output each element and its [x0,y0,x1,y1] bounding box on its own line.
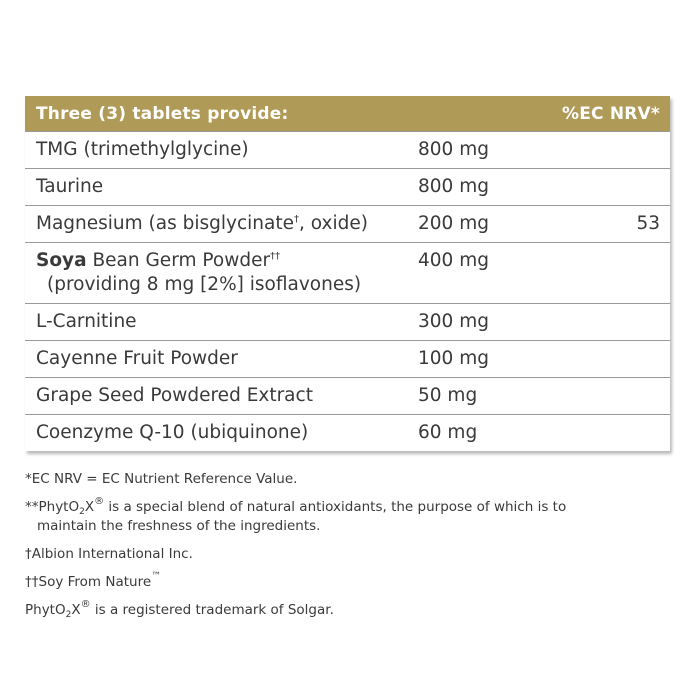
ingredient-amount: 300 mg [418,311,489,332]
ingredient-amount: 800 mg [418,176,489,197]
double-dagger-mark: †† [270,251,281,262]
footnote-albion: †Albion International Inc. [25,546,193,562]
ingredient-name: Magnesium (as bisglycinate†, oxide) [36,213,368,234]
ingredient-amount: 200 mg [418,213,489,234]
ingredient-name: Taurine [36,176,104,197]
table-row [25,242,670,303]
header-title: Three (3) tablets provide: [36,103,289,124]
ingredient-name: Grape Seed Powdered Extract [36,385,313,406]
footnote-nrv: *EC NRV = EC Nutrient Reference Value. [25,471,298,487]
footnotes [25,470,665,629]
ingredient-name: Soya Bean Germ Powder†† (providing 8 mg [2%] isoflavones) [36,250,362,295]
ingredient-detail: (providing 8 mg [2%] isoflavones) [47,274,362,295]
ingredient-nrv: 53 [636,213,660,234]
ingredient-name: Coenzyme Q-10 (ubiquinone) [36,422,309,443]
table-row [25,340,670,377]
ingredient-name: Cayenne Fruit Powder [36,348,238,369]
table-row [25,303,670,340]
ingredient-amount: 100 mg [418,348,489,369]
table-header [25,96,670,131]
footnote-soy: ††Soy From Nature™ [25,571,162,590]
table-row [25,377,670,414]
ingredient-amount: 50 mg [418,385,478,406]
ingredient-amount: 60 mg [418,422,478,443]
ingredient-name: L-Carnitine [36,311,137,332]
table-row [25,414,670,451]
ingredient-name: TMG (trimethylglycine) [36,139,249,160]
ingredient-amount: 800 mg [418,139,489,160]
dagger-mark: † [294,214,299,225]
header-nrv: %EC NRV* [561,103,660,124]
ingredient-amount: 400 mg [418,250,489,271]
table-row [25,168,670,205]
nutrition-table [25,96,670,451]
footnote-trademark: PhytO$_2$X® is a registered trademark of Solgar. [25,599,334,620]
footnote-phytox: **PhytO$_2$X® is a special blend of natural antioxidants, the purpose of which is to maintain the freshness of the ingredients. [25,496,567,534]
table-row [25,205,670,242]
table-row [25,131,670,168]
